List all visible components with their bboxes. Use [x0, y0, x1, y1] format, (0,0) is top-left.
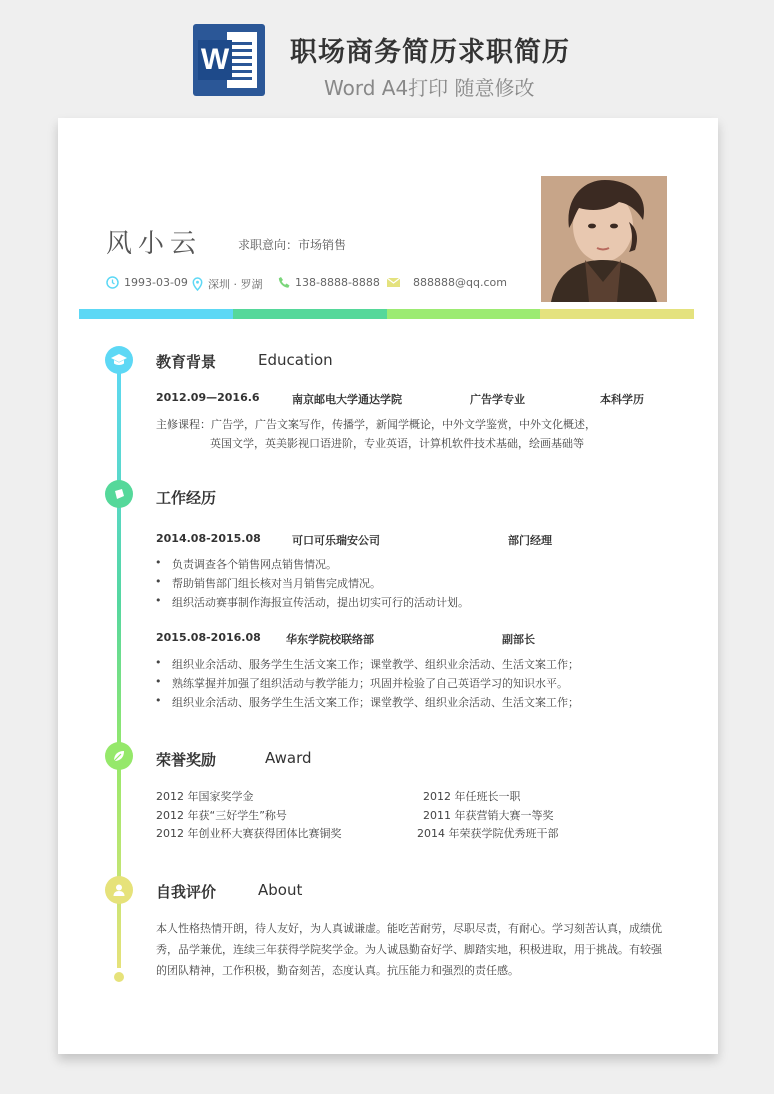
resume-page — [58, 118, 718, 1054]
education-title: 教育背景 — [156, 353, 217, 371]
phone-item — [278, 276, 380, 289]
phone: 138-8888-8888 — [295, 276, 380, 289]
contact-row — [106, 276, 566, 292]
birthday-item — [106, 276, 188, 289]
work-title: 工作经历 — [156, 489, 217, 507]
timeline-end-dot — [114, 972, 124, 982]
leaf-icon — [112, 749, 126, 763]
profile-photo — [541, 176, 667, 302]
job-bullet: • 熟练掌握并加强了组织活动与教学能力；巩固并检验了自己英语学习的知识水平。 — [172, 675, 568, 691]
about-text: 本人性格热情开朗，待人友好，为人真诚谦虚。能吃苦耐劳，尽职尽责，有耐心。学习刻苦认真，成绩优秀，品学兼优，连续三年获得学院奖学金。为人诚恳勤奋好学、脚踏实地，积极进取，用于挑战。有较强的团队精神，工作积极，勤奋刻苦，态度认真。抗压能力和强烈的责任感。 — [156, 922, 662, 977]
email: 888888@qq.com — [413, 276, 507, 289]
color-bar-segment — [233, 309, 387, 319]
job-period: 2014.08-2015.08 — [156, 532, 261, 545]
education-period: 2012.09—2016.6 — [156, 391, 260, 404]
location-pin-icon — [192, 277, 203, 291]
about-title: 自我评价 — [156, 883, 217, 901]
education-section-icon — [105, 346, 133, 374]
clock-icon — [106, 276, 119, 289]
education-degree: 本科学历 — [600, 393, 644, 406]
banner-subtitle: Word A4打印 随意修改 — [324, 76, 535, 100]
graduation-cap-icon — [110, 353, 128, 367]
about-section-icon — [105, 876, 133, 904]
education-school: 南京邮电大学通达学院 — [292, 393, 402, 406]
phone-icon — [278, 276, 290, 289]
award-section-icon — [105, 742, 133, 770]
education-courses-cont: 英国文学，英美影视口语进阶，专业英语，计算机软件技术基础，绘画基础等 — [210, 437, 584, 450]
location: 深圳 · 罗湖 — [208, 278, 263, 291]
award-item: 2012 年国家奖学金 — [156, 790, 254, 803]
job-bullet: • 组织业余活动、服务学生生活文案工作；课堂教学、组织业余活动、生活文案工作； — [172, 694, 579, 710]
job-company: 可口可乐瑞安公司 — [292, 534, 380, 547]
location-item — [192, 276, 263, 292]
color-bar — [79, 309, 694, 319]
color-bar-segment — [79, 309, 233, 319]
award-item: 2011 年获营销大赛一等奖 — [423, 809, 554, 822]
award-item: 2014 年荣获学院优秀班干部 — [417, 827, 559, 840]
award-item: 2012 年任班长一职 — [423, 790, 521, 803]
job-bullet: • 组织活动赛事制作海报宣传活动，提出切实可行的活动计划。 — [172, 594, 469, 610]
award-title: 荣誉奖励 — [156, 751, 217, 769]
about-title-en: About — [258, 881, 303, 899]
job-role: 部门经理 — [508, 534, 552, 547]
email-item — [386, 276, 507, 289]
mail-icon — [386, 277, 402, 288]
portrait-image — [541, 176, 667, 302]
color-bar-segment — [540, 309, 694, 319]
banner — [0, 0, 774, 118]
job-bullet: • 负责调查各个销售网点销售情况。 — [172, 556, 337, 572]
job-bullet: • 组织业余活动、服务学生生活文案工作；课堂教学、组织业余活动、生活文案工作； — [172, 656, 579, 672]
award-title-en: Award — [265, 749, 312, 767]
mouse-icon — [112, 487, 126, 501]
job-company: 华东学院校联络部 — [286, 633, 374, 646]
job-intent: 求职意向：市场销售 — [238, 238, 347, 252]
award-item: 2012 年获“三好学生”称号 — [156, 809, 287, 822]
user-icon — [112, 883, 126, 897]
education-courses: 主修课程：广告学，广告文案写作，传播学，新闻学概论，中外文学鉴赏，中外文化概述， — [156, 418, 596, 431]
banner-title: 职场商务简历求职简历 — [290, 37, 570, 68]
education-major: 广告学专业 — [470, 393, 525, 406]
job-role: 副部长 — [502, 633, 535, 646]
word-icon — [193, 24, 265, 96]
education-title-en: Education — [258, 351, 333, 369]
job-bullet: • 帮助销售部门组长核对当月销售完成情况。 — [172, 575, 381, 591]
job-period: 2015.08-2016.08 — [156, 631, 261, 644]
candidate-name: 风小云 — [106, 229, 203, 259]
word-icon-letter: W — [198, 40, 232, 80]
birthday: 1993-03-09 — [124, 276, 188, 289]
work-section-icon — [105, 480, 133, 508]
award-item: 2012 年创业杯大赛获得团体比赛铜奖 — [156, 827, 342, 840]
color-bar-segment — [387, 309, 541, 319]
